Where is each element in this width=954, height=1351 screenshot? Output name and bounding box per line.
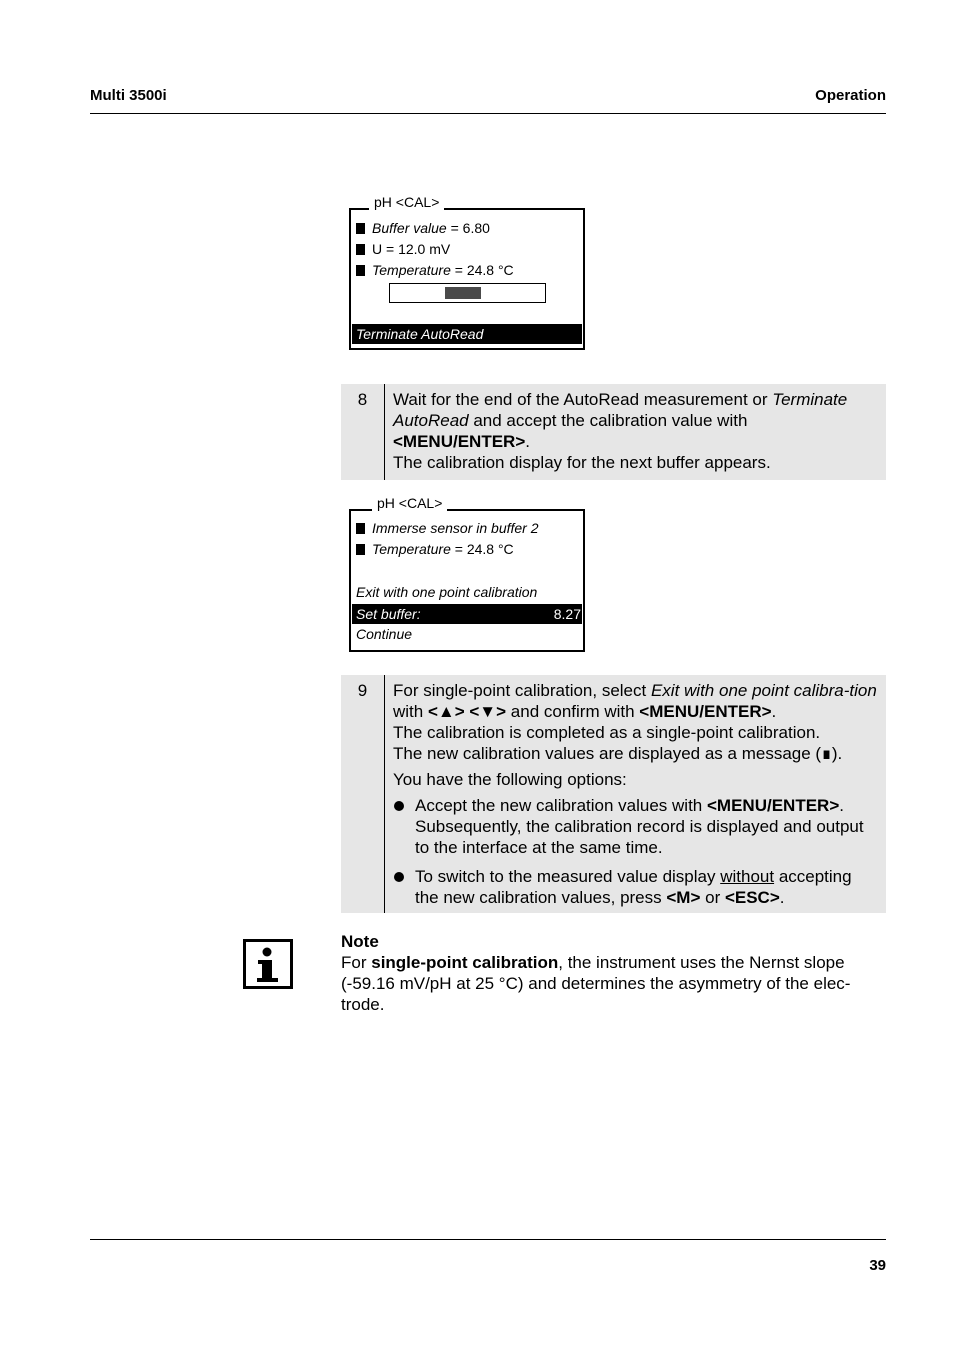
step-8 (341, 384, 886, 480)
display-line-voltage: U = 12.0 mV (356, 240, 450, 258)
display-line-temperature: Temperature = 24.8 °C (356, 540, 514, 558)
header-rule (90, 113, 886, 114)
footer-rule (90, 1239, 886, 1240)
display-buffer2 (349, 495, 585, 652)
step-text: For single-point calibration, select Exit with one point calibra-tion with <▲> <▼> and confirm with <MENU/ENTER>. The calibration is completed as a single-point calibration. The new calibration values are displayed as a message (∎). You have the following options: Accept the new calibration values with <MENU/ENTER>. Subsequently, the calibration record is displayed and output to the interface at the same time. To switch to the measured value display without accepting the new calibration values, press <M> or <ESC>. (393, 681, 877, 907)
step-9 (341, 675, 886, 913)
terminate-autoread-option[interactable]: Terminate AutoRead (352, 324, 582, 344)
step-number: 9 (357, 681, 368, 700)
display-autoread (349, 194, 585, 350)
continue-option[interactable]: Continue (356, 626, 413, 642)
step-text: Wait for the end of the AutoRead measurement or Terminate AutoRead and accept the calibration value with <MENU/ENTER>. The calibration display for the next buffer appears. (393, 390, 848, 472)
header-section: Operation (815, 87, 886, 104)
option-bullet-accept: Accept the new calibration values with <MENU/ENTER>. Subsequently, the calibration record is displayed and output to the interface at the same time. (393, 795, 878, 858)
square-icon (356, 265, 365, 276)
square-icon (356, 244, 365, 255)
display-line-buffer: Buffer value = 6.80 (356, 219, 490, 237)
square-icon (356, 523, 365, 534)
buffer-value: 8.27 (553, 606, 581, 622)
square-icon (356, 223, 365, 234)
exit-one-point-option[interactable]: Exit with one point calibration (356, 584, 538, 600)
step-divider (384, 675, 385, 913)
display-line-temperature: Temperature = 24.8 °C (356, 261, 514, 279)
display-title: pH <CAL> (372, 495, 447, 511)
set-buffer-option[interactable]: Set buffer: 8.27 (352, 604, 582, 624)
option-bullet-discard: To switch to the measured value display without accepting the new calibration values, press <M> or <ESC>. (393, 866, 878, 908)
step-divider (384, 384, 385, 480)
step-number: 8 (357, 390, 368, 409)
header-product: Multi 3500i (90, 87, 167, 104)
note-text: For single-point calibration, the instrument uses the Nernst slope (-59.16 mV/pH at 25 °C) and determines the asymmetry of the elec-trode. (341, 953, 851, 1014)
progress-indicator (445, 287, 481, 299)
display-line-immerse: Immerse sensor in buffer 2 (356, 519, 539, 537)
display-title: pH <CAL> (369, 194, 444, 210)
info-icon (243, 939, 293, 989)
note-title: Note (341, 932, 379, 951)
autoread-progress-bar (389, 283, 546, 303)
note-block (341, 931, 881, 1015)
square-icon (356, 544, 365, 555)
page-number: 39 (869, 1257, 886, 1274)
